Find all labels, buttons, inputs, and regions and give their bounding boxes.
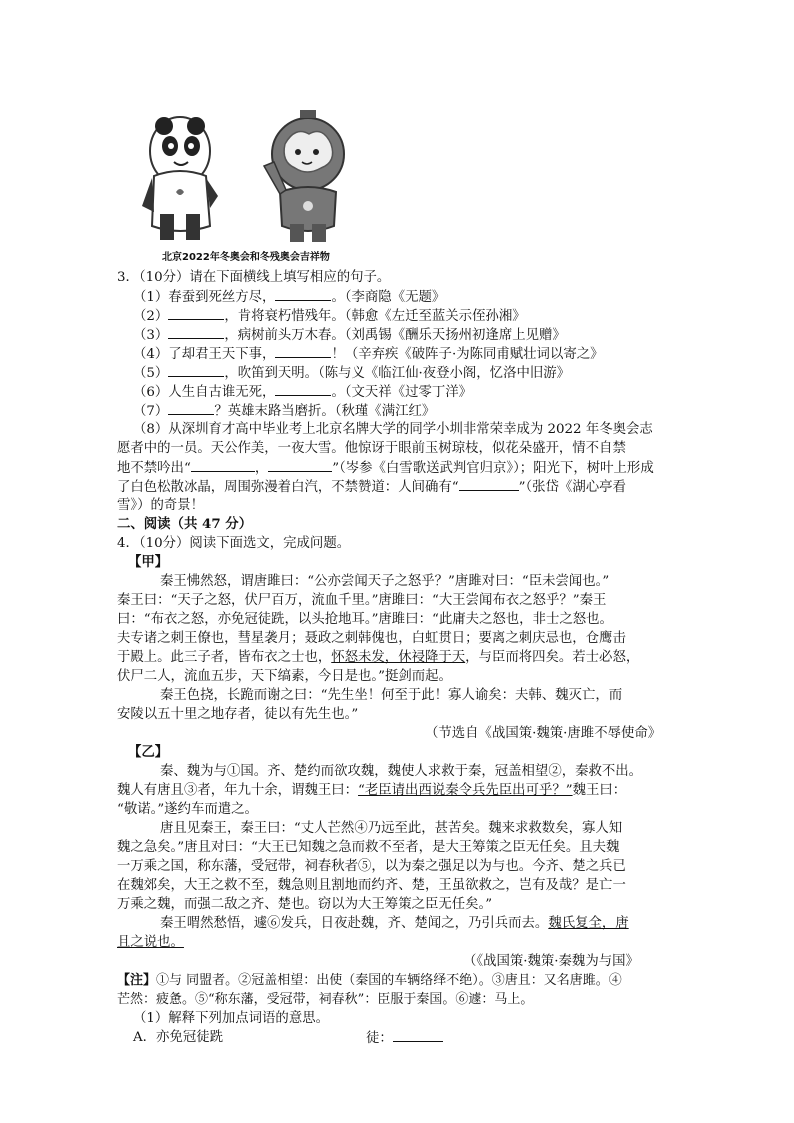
yi-text: 唐且见秦王，秦王曰：“丈人芒然: [160, 821, 355, 836]
yi-line: [160, 762, 642, 781]
yi-text: 乃远至此，甚苦矣。魏来求救数矣，寡人知: [367, 821, 623, 836]
lantern-mascot-icon: [264, 110, 344, 242]
q4-stem: 4．（10分）阅读下面选文，完成问题。: [117, 536, 351, 551]
annotation-line: [117, 990, 533, 1009]
item-text: （4）了却君王天下事，: [133, 347, 276, 362]
footnote-marker: ②: [238, 973, 252, 988]
q3-item-7: [133, 401, 435, 421]
jia-text: ，与臣而将四矣。若士必怒，: [465, 650, 640, 665]
q3-item-6: [133, 382, 472, 402]
panda-mascot-icon: [142, 117, 218, 240]
item-text: ”（张岱《湖心亭看: [518, 480, 626, 495]
annotation-text: 冠盖相望：出使（秦国的车辆络绎不绝）。: [251, 973, 492, 988]
yi-text: 一万乘之国，称东藩，受冠带，祠春秋者: [117, 859, 359, 874]
yi-line: 且之说也。: [117, 935, 184, 950]
yi-text: ，以为秦之强足以为与也。今齐、楚之兵已: [371, 859, 626, 874]
underlined-sentence: “老臣请出西说秦令兵先臣出可乎？”: [358, 783, 573, 798]
footnote-marker: ③: [491, 973, 505, 988]
answer-blank[interactable]: [393, 1028, 443, 1042]
answer-blank[interactable]: [168, 306, 224, 320]
item-text: （1）春蚕到死丝方尽，: [133, 290, 276, 305]
answer-blank[interactable]: [275, 344, 331, 358]
q3-item-4: [133, 344, 604, 364]
illustration-caption: 北京2022年冬奥会和冬残奥会吉祥物: [162, 252, 330, 263]
item-text: 地不禁吟出“: [117, 461, 191, 476]
footnote-marker: ⑥: [455, 992, 469, 1007]
q3-item-8-line4: [117, 477, 626, 497]
answer-blank[interactable]: [275, 382, 331, 396]
answer-blank[interactable]: [168, 363, 224, 377]
q3-item-3: [133, 325, 566, 345]
footnote-marker: ①: [156, 973, 170, 988]
jia-line: 秦王色挠，长跪而谢之曰：“先生坐！何至于此！寡人谕矣：夫韩、魏灭亡，而: [160, 688, 623, 703]
underlined-sentence: 魏氏复全，唐: [548, 916, 629, 931]
footnote-marker: ④: [608, 973, 622, 988]
annotation-text: 唐且：又名唐雎。: [504, 973, 609, 988]
item-text: （5）: [133, 366, 169, 381]
item-text: 。（李商隐《无题》: [331, 290, 446, 305]
annotation-text: “称东藩，受冠带，祠春秋”：臣服于秦国。: [208, 992, 456, 1007]
item-text: 。（文天祥《过零丁洋》: [331, 385, 473, 400]
item-text: ，吹笛到天明。（陈与义《临江仙·夜登小阁，忆洛中旧游》: [224, 366, 571, 381]
item-text: （3）: [133, 328, 169, 343]
footnote-marker: ⑤: [195, 992, 209, 1007]
underlined-sentence: 怀怒未发，休祲降于天: [331, 650, 466, 665]
yi-line: [160, 819, 622, 838]
jia-line: [117, 648, 639, 667]
yi-text: 魏王曰：: [572, 783, 627, 798]
footnote-marker: ②: [548, 764, 562, 779]
jia-line: 秦王曰：“天子之怒，伏尸百万，流血千里。”唐雎曰：“大王尝闻布衣之怒乎？”秦王: [117, 593, 607, 608]
jia-line: 曰：“布衣之怒，亦免冠徒跣，以头抢地耳。”唐雎曰：“此庸夫之怒也，非士之怒也。: [117, 612, 613, 627]
jia-source: （节选自《战国策·魏策·唐雎不辱使命》: [425, 726, 662, 741]
q3-item-1: [133, 287, 445, 307]
q3-item-2: [133, 306, 526, 326]
passage-yi-label: 【乙】: [128, 744, 169, 760]
yi-source: （《战国策·魏策·秦魏为与国》: [463, 954, 639, 969]
yi-line: 在魏郊矣，大王之救不至，魏急则且割地而约齐、楚，王虽欲救之，岂有及哉？是亡一: [117, 878, 626, 893]
yi-text: 发兵，日夜赴魏，齐、楚闻之，乃引兵而去。: [280, 916, 549, 931]
yi-text: 国。齐、楚约而欲攻魏，魏使人求救于秦，冠盖相望: [240, 764, 549, 779]
jia-text: 于殿上。此三子者，皆布衣之士也，: [117, 650, 332, 665]
item-text: 了白色松散冰晶，周围弥漫着白汽，不禁赞道：人间确有“: [117, 480, 459, 495]
mascot-illustration: [140, 96, 360, 264]
q3-item-8-line5: 雪》）的奇景！: [117, 498, 205, 513]
q3-stem: 3．（10分）请在下面横线上填写相应的句子。: [117, 270, 391, 285]
answer-blank[interactable]: [459, 477, 519, 491]
footnote-marker: ⑥: [267, 916, 281, 931]
yi-line: 魏之急矣。”唐且对曰：“大王已知魏之急而救不至者，是大王筹策之臣无任矣。且夫魏: [117, 840, 620, 855]
yi-text: 秦、魏为与: [160, 764, 227, 779]
item-text: ？英雄末路当磨折。（秋瑾《满江红》: [214, 404, 436, 419]
annotation-line: [117, 971, 622, 990]
item-text: （2）: [133, 309, 169, 324]
item-text: ，病树前头万木春。（刘禹锡《酬乐天扬州初逢席上见赠》: [224, 328, 566, 343]
answer-blank[interactable]: [275, 287, 331, 301]
jia-line: 安陵以五十里之地存者，徒以有先生也。”: [117, 707, 359, 722]
yi-line: “敬诺。”遂约车而遣之。: [117, 802, 258, 817]
section-heading: 二、阅读（共 47 分）: [117, 516, 253, 532]
answer-blank[interactable]: [268, 458, 332, 472]
yi-text: 秦王喟然愁悟，遽: [160, 916, 268, 931]
yi-text: ，秦救不出。: [561, 764, 643, 779]
footnote-marker: ③: [183, 783, 198, 798]
answer-blank[interactable]: [168, 325, 224, 339]
item-text: ”（岑参《白雪歌送武判官归京》）；阳光下，树叶上形成: [332, 461, 654, 476]
yi-line: [160, 914, 629, 933]
footnote-marker: ①: [226, 764, 241, 779]
footnote-marker: ④: [354, 821, 368, 836]
annotation-text: 遽：马上。: [468, 992, 534, 1007]
answer-blank[interactable]: [168, 401, 214, 415]
q3-item-8-line1: （8）从深圳育才高中毕业考上北京名牌大学的同学小圳非常荣幸成为 2022 年冬奥会志: [133, 422, 653, 437]
yi-line: [117, 781, 626, 800]
q3-item-8-line3: [117, 458, 654, 478]
yi-text: 魏人有唐且: [117, 783, 184, 798]
answer-label: 徒：: [366, 1031, 393, 1046]
annotation-text: 与 同盟者。: [169, 973, 239, 988]
annotation-label: 【注】: [117, 973, 157, 988]
passage-jia-label: 【甲】: [128, 554, 169, 570]
item-text: ，: [254, 461, 269, 476]
q3-item-8-line2: 愿者中的一员。天公作美，一夜大雪。他惊讶于眼前玉树琼枝，似花朵盛开，情不自禁: [117, 441, 626, 456]
q4-option-a: A．亦免冠徒跣: [133, 1030, 224, 1045]
q3-item-5: [133, 363, 570, 383]
item-text: ，肯将衰朽惜残年。（韩愈《左迁至蓝关示侄孙湘》: [224, 309, 526, 324]
jia-line: 夫专诸之刺王僚也，彗星袭月；聂政之刺韩傀也，白虹贯日；要离之刺庆忌也，仓鹰击: [117, 631, 626, 646]
annotation-text: 芒然：疲惫。: [117, 992, 196, 1007]
item-text: （7）: [133, 404, 169, 419]
item-text: ！（辛弃疾《破阵子·为陈同甫赋壮词以寄之》: [331, 347, 604, 362]
item-text: （6）人生自古谁无死，: [133, 385, 276, 400]
jia-line: 伏尸二人，流血五步，天下缟素，今日是也。”挺剑而起。: [117, 669, 452, 684]
q4-sub1: （1）解释下列加点词语的意思。: [133, 1011, 329, 1026]
yi-text: 者，年九十余，谓魏王曰：: [197, 783, 359, 798]
footnote-marker: ⑤: [358, 859, 372, 874]
answer-blank[interactable]: [191, 458, 255, 472]
jia-line: 秦王怫然怒，谓唐雎曰：“公亦尝闻天子之怒乎？”唐雎对曰：“臣未尝闻也。”: [160, 574, 610, 589]
yi-line: [117, 857, 626, 876]
yi-line: 万乘之魏，而强二敌之齐、楚也。窃以为大王筹策之臣无任矣。”: [117, 897, 493, 912]
q4-option-a-answer: [366, 1028, 443, 1048]
